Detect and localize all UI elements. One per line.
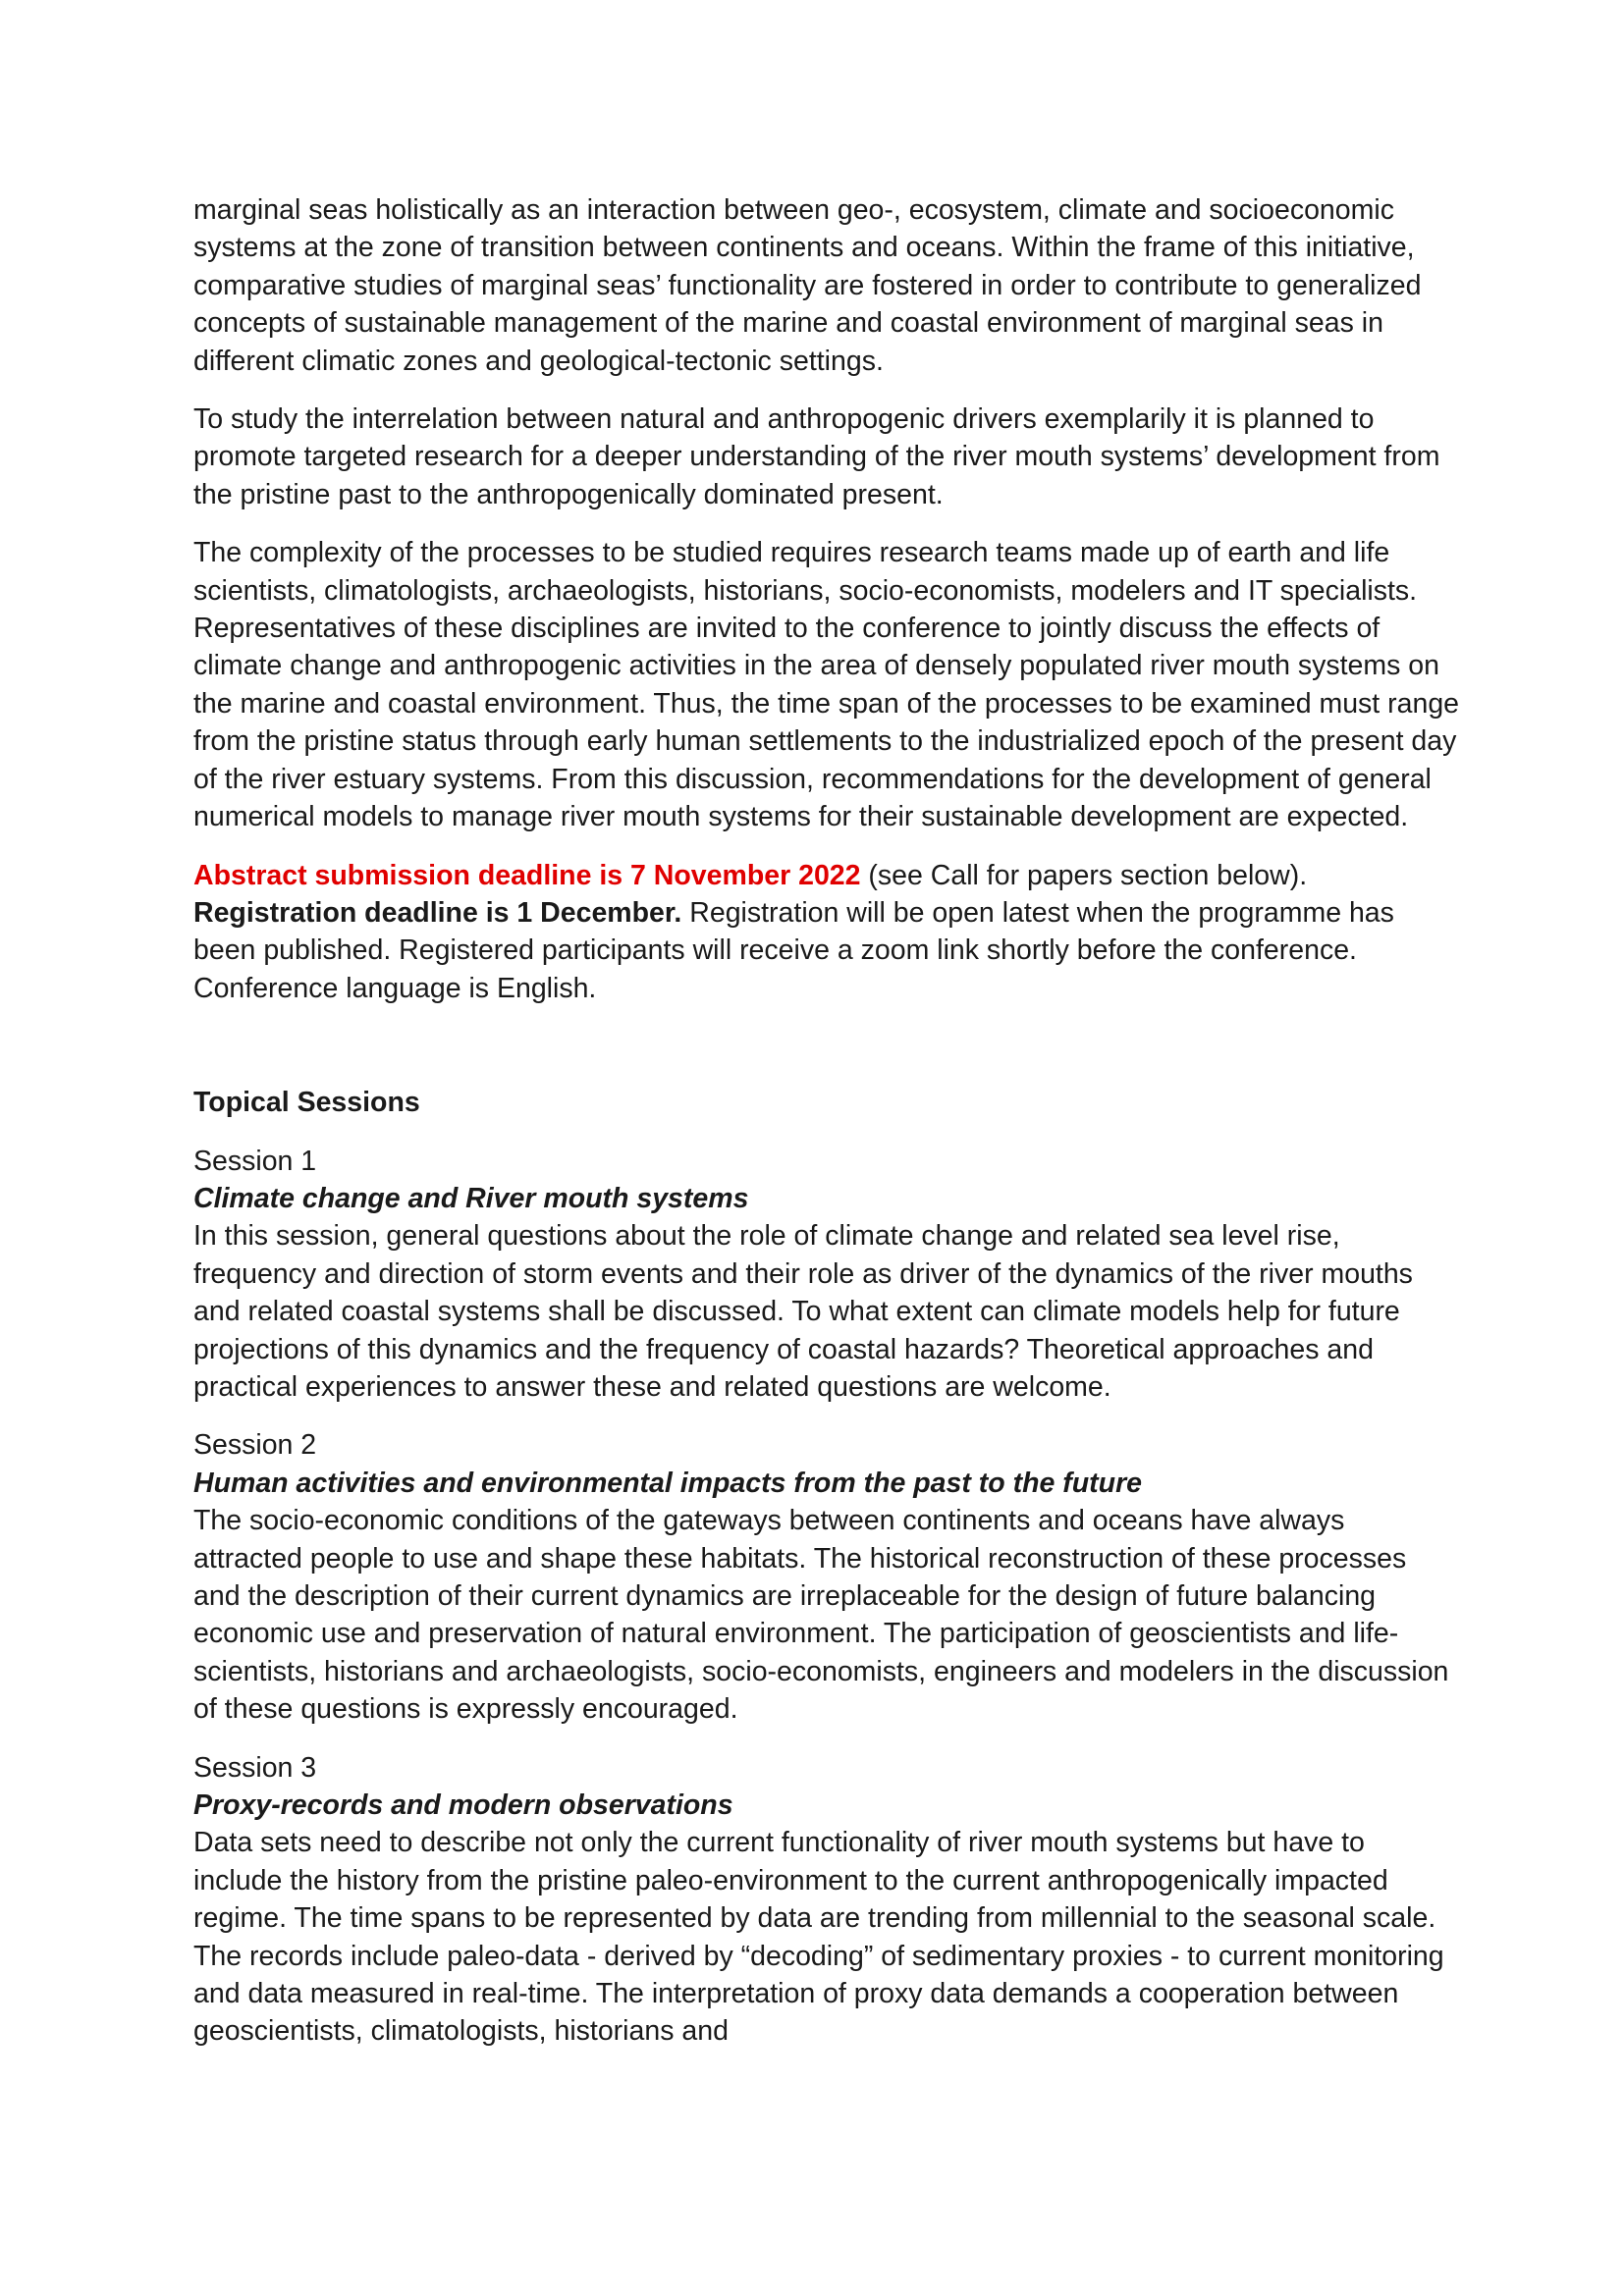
abstract-note: (see Call for papers section below).: [860, 859, 1308, 891]
session-title: Human activities and environmental impacts from the past to the future: [193, 1467, 1143, 1499]
registration-note: Registration will be open latest when the programme has been published. Registered participants will receive a zoom link shortly before the conference. Conference language is English.: [193, 896, 1394, 1004]
session-title: Proxy-records and modern observations: [193, 1789, 733, 1822]
session-body: The socio-economic conditions of the gateways between continents and oceans have always attracted people to use and shape these habitats. The historical reconstruction of these processes and the description of their current dynamics are irreplaceable for the design of future balancing economic use and preservation of natural environment. The participation of geoscientists and life-scientists, historians and archaeologists, socio-economists, engineers and modelers in the discussion of these questions is expressly encouraged.: [193, 1505, 1449, 1726]
intro-paragraph-1: marginal seas holistically as an interaction between geo-, ecosystem, climate and socioeconomic systems at the zone of transition between continents and oceans. Within the frame of this initiative, comparative studies of marginal seas’ functionality are fostered in order to contribute to generalized concepts of sustainable management of the marine and coastal environment of marginal seas in different climatic zones and geological-tectonic settings.: [193, 194, 1422, 377]
abstract-deadline: Abstract submission deadline is 7 November 2022: [193, 859, 861, 891]
registration-deadline: Registration deadline is 1 December.: [193, 896, 682, 929]
session-block: [193, 1426, 1460, 1728]
document-page: [193, 191, 1460, 2071]
session-body: In this session, general questions about the role of climate change and related sea level rise, frequency and direction of storm events and their role as driver of the dynamics of the river mouths and related coastal systems shall be discussed. To what extent can climate models help for future projections of this dynamics and the frequency of coastal hazards? Theoretical approaches and practical experiences to answer these and related questions are welcome.: [193, 1220, 1413, 1403]
deadlines-paragraph: [193, 857, 1460, 1008]
intro-paragraph-3: The complexity of the processes to be studied requires research teams made up of earth and life scientists, climatologists, archaeologists, historians, socio-economists, modelers and IT specialists. Representatives of these disciplines are invited to the conference to jointly discuss the effects of climate change and anthropogenic activities in the area of densely populated river mouth systems on the marine and coastal environment. Thus, the time span of the processes to be examined must range from the pristine status through early human settlements to the industrialized epoch of the present day of the river estuary systems. From this discussion, recommendations for the development of general numerical models to manage river mouth systems for their sustainable development are expected.: [193, 537, 1460, 833]
session-block: [193, 1143, 1460, 1407]
session-body: Data sets need to describe not only the current functionality of river mouth systems but have to include the history from the pristine paleo-environment to the current anthropogenically impacted regime. The time spans to be represented by data are trending from millennial to the seasonal scale. The records include paleo-data - derived by “decoding” of sedimentary proxies - to current monitoring and data measured in real-time. The interpretation of proxy data demands a cooperation between geoscientists, climatologists, historians and: [193, 1827, 1444, 2048]
session-block: [193, 1749, 1460, 2051]
session-title: Climate change and River mouth systems: [193, 1182, 749, 1214]
topical-sessions-heading: Topical Sessions: [193, 1087, 420, 1119]
session-label: Session 3: [193, 1751, 317, 1784]
intro-paragraph-2: To study the interrelation between natural and anthropogenic drivers exemplarily it is planned to promote targeted research for a deeper understanding of the river mouth systems’ development from the pristine past to the anthropogenically dominated present.: [193, 403, 1440, 510]
session-label: Session 2: [193, 1429, 317, 1462]
session-label: Session 1: [193, 1145, 317, 1177]
